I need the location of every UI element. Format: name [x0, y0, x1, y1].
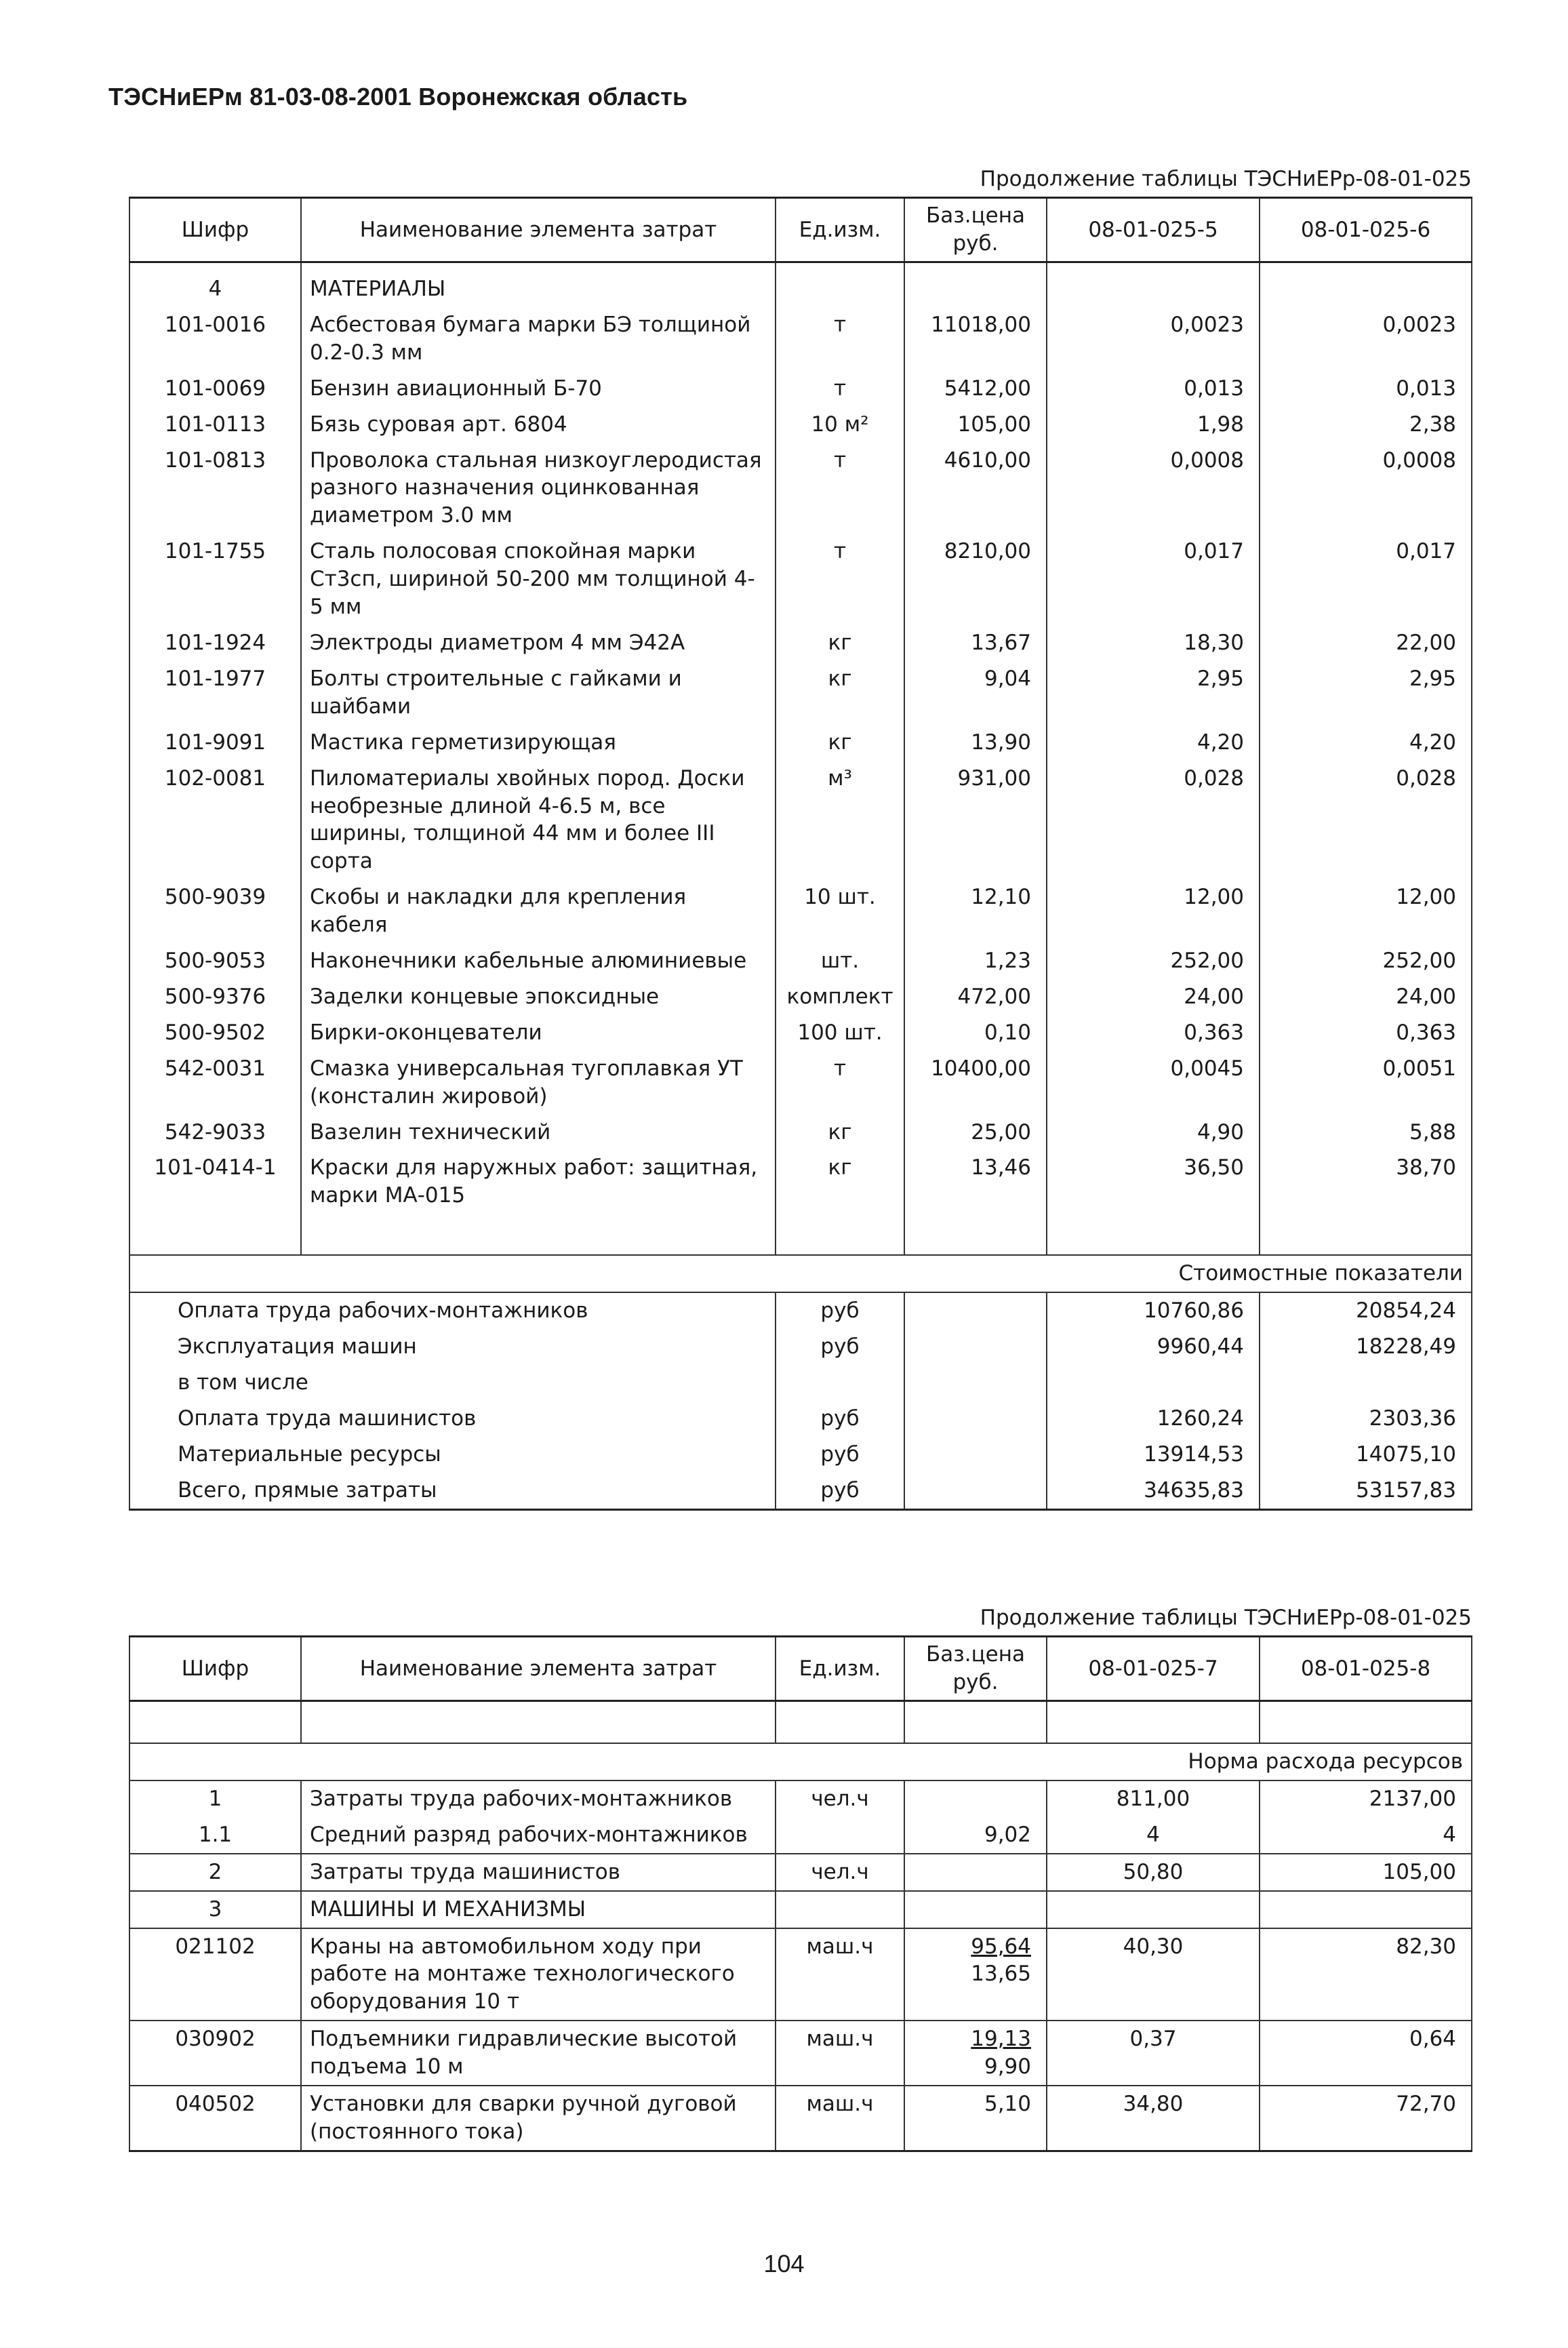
resource-value-2: 2137,00 — [1260, 1780, 1472, 1817]
resource-code: 101-0813 — [129, 443, 301, 534]
col-header-code: Шифр — [129, 1637, 301, 1701]
summary-label: Эксплуатация машин — [129, 1329, 776, 1365]
resource-value-2: 0,013 — [1260, 371, 1472, 407]
resource-code: 101-0414-1 — [129, 1150, 301, 1214]
summary-value-2: 2303,36 — [1260, 1401, 1472, 1437]
resource-value-1: 0,028 — [1047, 761, 1260, 880]
resource-value-1: 4 — [1047, 1817, 1260, 1854]
resource-unit: кг — [776, 625, 904, 661]
resource-value-1: 4,90 — [1047, 1115, 1260, 1151]
col-header-price: Баз.цена руб. — [904, 198, 1047, 262]
summary-label: Всего, прямые затраты — [129, 1473, 776, 1509]
resource-name: Болты строительные с гайками и шайбами — [301, 661, 776, 725]
table-row — [129, 943, 1472, 979]
section-title: МАТЕРИАЛЫ — [301, 262, 776, 307]
table2-caption: Продолжение таблицы ТЭСНиЕРр-08-01-025 — [980, 1606, 1472, 1630]
resource-name: Подъемники гидравлические высотой подъема 10 м — [301, 2021, 776, 2086]
col-header-name: Наименование элемента затрат — [301, 1637, 776, 1701]
col-header-v1: 08-01-025-7 — [1047, 1637, 1260, 1701]
resource-value-1: 2,95 — [1047, 661, 1260, 725]
resource-price: 931,00 — [904, 761, 1047, 880]
resource-code: 101-1755 — [129, 534, 301, 625]
summary-label: Материальные ресурсы — [129, 1437, 776, 1473]
resource-value-1: 4,20 — [1047, 725, 1260, 761]
resource-name: Бензин авиационный Б-70 — [301, 371, 776, 407]
resource-value-2: 0,0051 — [1260, 1051, 1472, 1115]
summary-heading: Стоимостные показатели — [129, 1255, 1472, 1292]
table2 — [129, 1635, 1472, 2152]
document-header: ТЭСНиЕРм 81-03-08-2001 Воронежская область — [108, 83, 688, 111]
resource-value-2: 0,64 — [1260, 2021, 1472, 2086]
resource-price: 10400,00 — [904, 1051, 1047, 1115]
table-row — [129, 307, 1472, 371]
resource-code: 102-0081 — [129, 761, 301, 880]
table-row — [129, 534, 1472, 625]
resource-value-2: 22,00 — [1260, 625, 1472, 661]
table-row — [129, 1115, 1472, 1151]
resource-unit: 10 шт. — [776, 879, 904, 943]
table-row — [129, 1780, 1472, 1817]
summary-value-2: 20854,24 — [1260, 1292, 1472, 1329]
table1 — [129, 197, 1472, 1511]
resource-name: Проволока стальная низкоуглеродистая разного назначения оцинкованная диаметром 3.0 мм — [301, 443, 776, 534]
resource-value-1 — [1047, 1891, 1260, 1928]
summary-blank — [904, 1437, 1047, 1473]
resource-unit: кг — [776, 1115, 904, 1151]
table-row — [129, 407, 1472, 443]
summary-value-1: 1260,24 — [1047, 1401, 1260, 1437]
col-header-price: Баз.цена руб. — [904, 1637, 1047, 1701]
section-number: 4 — [129, 262, 301, 307]
summary-value-1: 13914,53 — [1047, 1437, 1260, 1473]
norm-heading-row — [129, 1743, 1472, 1780]
col-header-name: Наименование элемента затрат — [301, 198, 776, 262]
table-row — [129, 761, 1472, 880]
resource-unit: комплект — [776, 979, 904, 1015]
summary-row — [129, 1401, 1472, 1437]
resource-unit: 100 шт. — [776, 1015, 904, 1051]
resource-value-2 — [1260, 1891, 1472, 1928]
resource-price: 0,10 — [904, 1015, 1047, 1051]
resource-value-2: 0,363 — [1260, 1015, 1472, 1051]
table1-caption: Продолжение таблицы ТЭСНиЕРр-08-01-025 — [980, 167, 1472, 191]
resource-unit: шт. — [776, 943, 904, 979]
table-row — [129, 725, 1472, 761]
resource-name: Затраты труда машинистов — [301, 1854, 776, 1891]
summary-label: Оплата труда машинистов — [129, 1401, 776, 1437]
resource-value-2: 38,70 — [1260, 1150, 1472, 1214]
resource-name: Скобы и накладки для крепления кабеля — [301, 879, 776, 943]
resource-name: Бирки-оконцеватели — [301, 1015, 776, 1051]
resource-price — [904, 1780, 1047, 1817]
resource-price: 9,04 — [904, 661, 1047, 725]
resource-code: 101-0113 — [129, 407, 301, 443]
resource-value-1: 0,0045 — [1047, 1051, 1260, 1115]
col-header-v2: 08-01-025-8 — [1260, 1637, 1472, 1701]
resource-price: 13,67 — [904, 625, 1047, 661]
summary-value-1: 34635,83 — [1047, 1473, 1260, 1509]
resource-unit: 10 м² — [776, 407, 904, 443]
resource-value-2: 105,00 — [1260, 1854, 1472, 1891]
resource-unit: чел.ч — [776, 1854, 904, 1891]
summary-unit: руб — [776, 1329, 904, 1365]
resource-price — [904, 1854, 1047, 1891]
resource-price: 13,46 — [904, 1150, 1047, 1214]
resource-price: 4610,00 — [904, 443, 1047, 534]
resource-value-2: 0,017 — [1260, 534, 1472, 625]
resource-value-2: 0,0008 — [1260, 443, 1472, 534]
resource-unit: м³ — [776, 761, 904, 880]
resource-unit: т — [776, 1051, 904, 1115]
resource-price: 105,00 — [904, 407, 1047, 443]
resource-code: 101-9091 — [129, 725, 301, 761]
summary-value-2: 14075,10 — [1260, 1437, 1472, 1473]
resource-value-2: 2,38 — [1260, 407, 1472, 443]
resource-code: 542-9033 — [129, 1115, 301, 1151]
table-row — [129, 371, 1472, 407]
resource-price: 12,10 — [904, 879, 1047, 943]
resource-value-1: 40,30 — [1047, 1928, 1260, 2021]
resource-value-1: 252,00 — [1047, 943, 1260, 979]
summary-unit — [776, 1365, 904, 1401]
resource-value-2: 0,0023 — [1260, 307, 1472, 371]
resource-price: 8210,00 — [904, 534, 1047, 625]
summary-blank — [904, 1401, 1047, 1437]
resource-code: 101-0069 — [129, 371, 301, 407]
table-row — [129, 625, 1472, 661]
resource-unit: т — [776, 371, 904, 407]
summary-blank — [904, 1473, 1047, 1509]
summary-blank — [904, 1329, 1047, 1365]
resource-code: 101-0016 — [129, 307, 301, 371]
resource-name: Пиломатериалы хвойных пород. Доски необрезные длиной 4-6.5 м, все ширины, толщиной 44 мм и более III сорта — [301, 761, 776, 880]
resource-price: 11018,00 — [904, 307, 1047, 371]
summary-label: в том числе — [129, 1365, 776, 1401]
resource-price — [904, 2021, 1047, 2086]
table2-header-row — [129, 1637, 1472, 1701]
price-line-1: 5,10 — [984, 2092, 1031, 2117]
resource-code: 101-1977 — [129, 661, 301, 725]
resource-unit: т — [776, 534, 904, 625]
summary-row — [129, 1473, 1472, 1509]
summary-row — [129, 1437, 1472, 1473]
resource-code: 101-1924 — [129, 625, 301, 661]
summary-label: Оплата труда рабочих-монтажников — [129, 1292, 776, 1329]
summary-value-2 — [1260, 1365, 1472, 1401]
table-row — [129, 1817, 1472, 1854]
resource-value-1: 36,50 — [1047, 1150, 1260, 1214]
table-row — [129, 1928, 1472, 2021]
col-header-v2: 08-01-025-6 — [1260, 198, 1472, 262]
resource-value-1: 811,00 — [1047, 1780, 1260, 1817]
resource-value-1: 0,0023 — [1047, 307, 1260, 371]
resource-unit: кг — [776, 1150, 904, 1214]
resource-code: 3 — [129, 1891, 301, 1928]
price-line-1: 95,64 — [971, 1934, 1031, 1959]
summary-row — [129, 1365, 1472, 1401]
table-row — [129, 1150, 1472, 1214]
resource-code: 500-9376 — [129, 979, 301, 1015]
resource-code: 542-0031 — [129, 1051, 301, 1115]
resource-name: Краны на автомобильном ходу при работе на монтаже технологического оборудования 10 т — [301, 1928, 776, 2021]
table-row — [129, 1891, 1472, 1928]
resource-price — [904, 2086, 1047, 2151]
resource-name: Краски для наружных работ: защитная, марки МА-015 — [301, 1150, 776, 1214]
resource-value-2: 5,88 — [1260, 1115, 1472, 1151]
resource-price: 13,90 — [904, 725, 1047, 761]
resource-value-2: 12,00 — [1260, 879, 1472, 943]
resource-value-1: 0,013 — [1047, 371, 1260, 407]
resource-code: 500-9502 — [129, 1015, 301, 1051]
resource-code: 1 — [129, 1780, 301, 1817]
table-row — [129, 661, 1472, 725]
resource-unit: т — [776, 443, 904, 534]
summary-unit: руб — [776, 1292, 904, 1329]
summary-unit: руб — [776, 1473, 904, 1509]
summary-value-2: 18228,49 — [1260, 1329, 1472, 1365]
resource-name: Затраты труда рабочих-монтажников — [301, 1780, 776, 1817]
table-row — [129, 979, 1472, 1015]
table-row — [129, 2086, 1472, 2151]
resource-value-1: 12,00 — [1047, 879, 1260, 943]
resource-unit: маш.ч — [776, 2086, 904, 2151]
gap-row — [129, 1214, 1472, 1255]
col-header-code: Шифр — [129, 198, 301, 262]
resource-value-1: 1,98 — [1047, 407, 1260, 443]
price-line-2: 9,90 — [984, 2054, 1031, 2080]
resource-name: Вазелин технический — [301, 1115, 776, 1151]
resource-name: Сталь полосовая спокойная марки Ст3сп, шириной 50-200 мм толщиной 4-5 мм — [301, 534, 776, 625]
summary-unit: руб — [776, 1401, 904, 1437]
resource-value-1: 0,363 — [1047, 1015, 1260, 1051]
resource-unit — [776, 1891, 904, 1928]
table-row — [129, 1854, 1472, 1891]
summary-row — [129, 1329, 1472, 1365]
resource-name: Установки для сварки ручной дуговой (постоянного тока) — [301, 2086, 776, 2151]
resource-value-1: 18,30 — [1047, 625, 1260, 661]
resource-value-1: 0,0008 — [1047, 443, 1260, 534]
resource-value-2: 82,30 — [1260, 1928, 1472, 2021]
summary-heading-row — [129, 1255, 1472, 1292]
resource-name: Средний разряд рабочих-монтажников — [301, 1817, 776, 1854]
resource-unit: кг — [776, 725, 904, 761]
resource-value-1: 0,017 — [1047, 534, 1260, 625]
resource-value-1: 0,37 — [1047, 2021, 1260, 2086]
resource-price — [904, 1817, 1047, 1854]
price-line-1: 9,02 — [984, 1822, 1031, 1847]
resource-value-2: 4 — [1260, 1817, 1472, 1854]
resource-name: Асбестовая бумага марки БЭ толщиной 0.2-0.3 мм — [301, 307, 776, 371]
resource-code: 500-9039 — [129, 879, 301, 943]
resource-unit — [776, 1817, 904, 1854]
summary-unit: руб — [776, 1437, 904, 1473]
resource-value-1: 50,80 — [1047, 1854, 1260, 1891]
resource-value-1: 24,00 — [1047, 979, 1260, 1015]
summary-value-1: 9960,44 — [1047, 1329, 1260, 1365]
norm-heading: Норма расхода ресурсов — [129, 1743, 1472, 1780]
resource-value-2: 252,00 — [1260, 943, 1472, 979]
resource-price — [904, 1891, 1047, 1928]
col-header-unit: Ед.изм. — [776, 1637, 904, 1701]
resource-name: Заделки концевые эпоксидные — [301, 979, 776, 1015]
resource-unit: т — [776, 307, 904, 371]
resource-value-2: 4,20 — [1260, 725, 1472, 761]
resource-value-2: 24,00 — [1260, 979, 1472, 1015]
resource-price — [904, 1928, 1047, 2021]
resource-name: Мастика герметизирующая — [301, 725, 776, 761]
summary-blank — [904, 1365, 1047, 1401]
resource-price: 25,00 — [904, 1115, 1047, 1151]
resource-code: 1.1 — [129, 1817, 301, 1854]
table-row — [129, 879, 1472, 943]
page-number: 104 — [763, 2250, 805, 2277]
resource-code: 040502 — [129, 2086, 301, 2151]
resource-unit: чел.ч — [776, 1780, 904, 1817]
resource-name: Электроды диаметром 4 мм Э42А — [301, 625, 776, 661]
table-row — [129, 2021, 1472, 2086]
resource-code: 021102 — [129, 1928, 301, 2021]
summary-blank — [904, 1292, 1047, 1329]
price-line-1: 19,13 — [971, 2027, 1031, 2052]
resource-value-2: 0,028 — [1260, 761, 1472, 880]
resource-name: Бязь суровая арт. 6804 — [301, 407, 776, 443]
col-header-unit: Ед.изм. — [776, 198, 904, 262]
resource-unit: маш.ч — [776, 1928, 904, 2021]
resource-name: Смазка универсальная тугоплавкая УТ (консталин жировой) — [301, 1051, 776, 1115]
summary-value-1: 10760,86 — [1047, 1292, 1260, 1329]
resource-unit: маш.ч — [776, 2021, 904, 2086]
resource-unit: кг — [776, 661, 904, 725]
resource-value-1: 34,80 — [1047, 2086, 1260, 2151]
resource-name: МАШИНЫ И МЕХАНИЗМЫ — [301, 1891, 776, 1928]
table-row — [129, 1015, 1472, 1051]
resource-price: 472,00 — [904, 979, 1047, 1015]
gap-row — [129, 1701, 1472, 1744]
resource-name: Наконечники кабельные алюминиевые — [301, 943, 776, 979]
resource-code: 030902 — [129, 2021, 301, 2086]
summary-row — [129, 1292, 1472, 1329]
resource-value-2: 72,70 — [1260, 2086, 1472, 2151]
resource-code: 2 — [129, 1854, 301, 1891]
table-row — [129, 443, 1472, 534]
summary-value-1 — [1047, 1365, 1260, 1401]
table-row — [129, 1051, 1472, 1115]
resource-price: 1,23 — [904, 943, 1047, 979]
resource-value-2: 2,95 — [1260, 661, 1472, 725]
summary-value-2: 53157,83 — [1260, 1473, 1472, 1509]
table1-header-row — [129, 198, 1472, 262]
resource-price: 5412,00 — [904, 371, 1047, 407]
section-row — [129, 262, 1472, 307]
resource-code: 500-9053 — [129, 943, 301, 979]
col-header-v1: 08-01-025-5 — [1047, 198, 1260, 262]
price-line-2: 13,65 — [971, 1962, 1031, 1987]
